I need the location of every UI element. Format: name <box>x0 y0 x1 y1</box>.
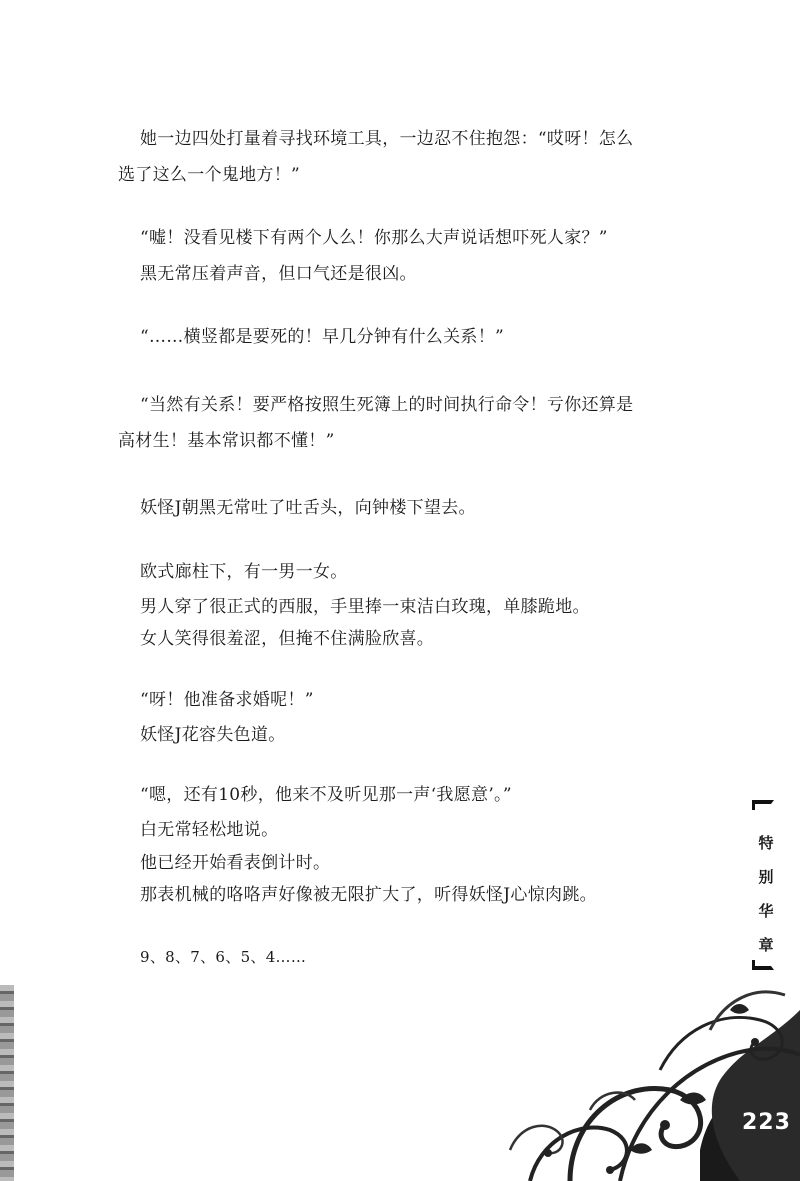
text-line: “嘘！没看见楼下有两个人么！你那么大声说话想吓死人家？” <box>140 228 608 248</box>
swirl-ornament-icon <box>450 950 800 1181</box>
text-line: “嗯，还有10秒，他来不及听见那一声‘我愿意’。” <box>140 785 512 805</box>
page-edge-decoration <box>0 985 14 1181</box>
side-tab-char: 别 <box>758 868 774 886</box>
text-line: “当然有关系！要严格按照生死簿上的时间执行命令！亏你还算是 <box>140 395 634 415</box>
text-line: 选了这么一个鬼地方！” <box>118 165 300 185</box>
side-tab-char: 章 <box>758 936 774 954</box>
text-line: 妖怪J花容失色道。 <box>140 725 286 745</box>
text-line: 妖怪J朝黑无常吐了吐舌头，向钟楼下望去。 <box>140 498 476 518</box>
text-line: 男人穿了很正式的西服，手里捧一束洁白玫瑰，单膝跪地。 <box>140 597 590 617</box>
text-line: “呀！他准备求婚呢！” <box>140 690 314 710</box>
text-line: 她一边四处打量着寻找环境工具，一边忍不住抱怨：“哎呀！怎么 <box>140 129 634 149</box>
text-line: 那表机械的咯咯声好像被无限扩大了，听得妖怪J心惊肉跳。 <box>140 885 597 905</box>
text-line: 他已经开始看表倒计时。 <box>140 853 331 873</box>
text-line: 9、8、7、6、5、4…… <box>140 948 307 966</box>
text-line: 黑无常压着声音，但口气还是很凶。 <box>140 264 417 284</box>
text-line: “……横竖都是要死的！早几分钟有什么关系！” <box>140 327 504 347</box>
page-number: 223 <box>742 1110 791 1135</box>
side-tab-char: 华 <box>758 902 774 920</box>
side-tab-char: 特 <box>758 834 774 852</box>
text-line: 高材生！基本常识都不懂！” <box>118 431 335 451</box>
chapter-side-tab <box>752 800 774 970</box>
text-line: 白无常轻松地说。 <box>140 820 279 840</box>
text-line: 女人笑得很羞涩，但掩不住满脸欣喜。 <box>140 629 435 649</box>
text-line: 欧式廊柱下，有一男一女。 <box>140 562 348 582</box>
